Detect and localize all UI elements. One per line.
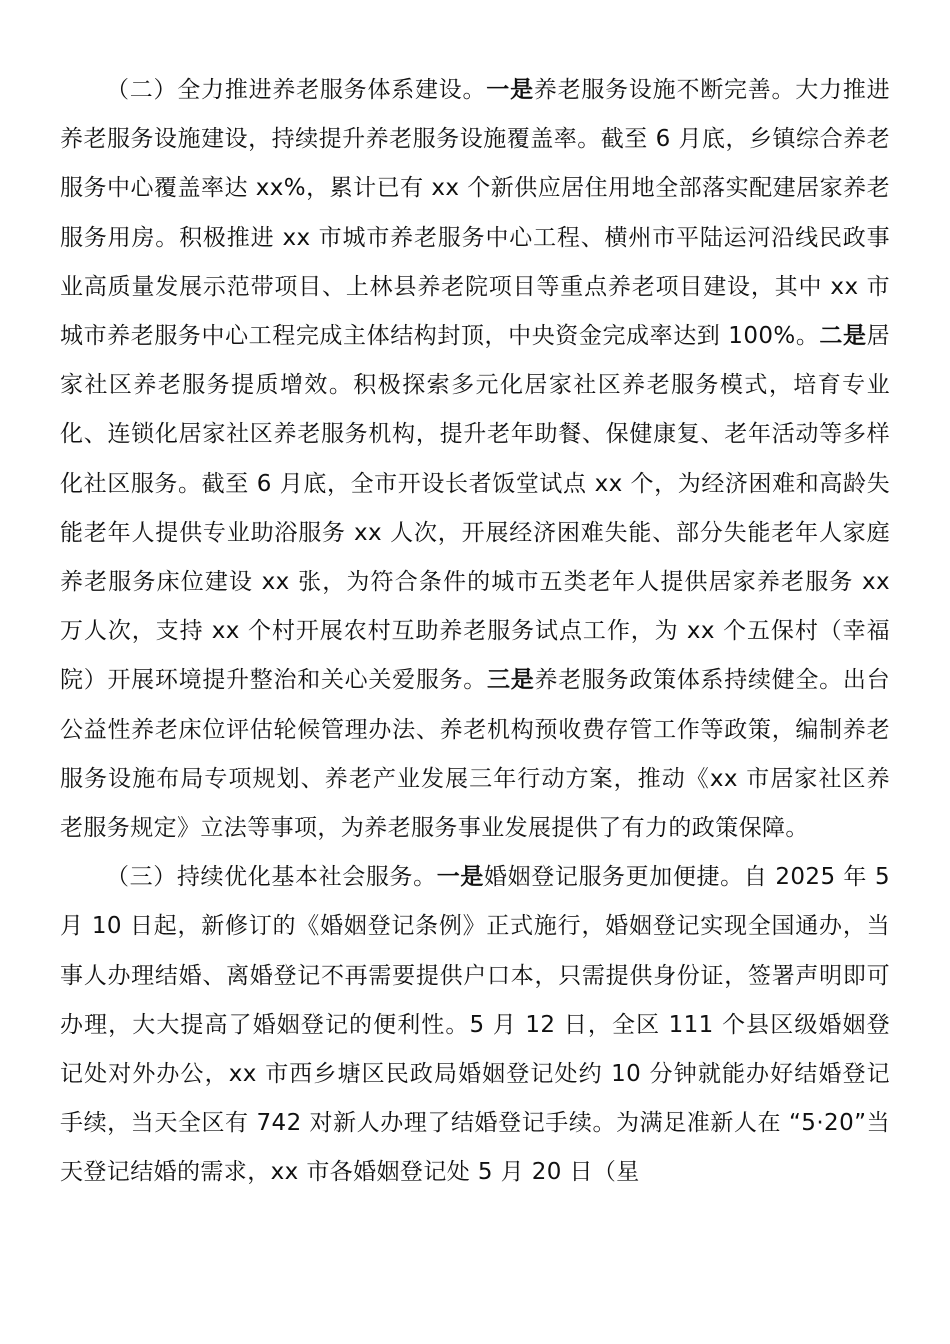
paragraph-basic-social-services [60,853,890,1197]
document-body [60,66,890,1198]
point-one-label: 一是 [486,77,534,103]
point-two-label: 二是 [819,323,867,350]
point-one-text: 养老服务设施不断完善。大力推进养老服务设施建设，持续提升养老服务设施覆盖率。截至 6 月底，乡镇综合养老服务中心覆盖率达 xx%，累计已有 xx 个新供应居住用地全部落实配建居家养老服务用房。积极推进 xx 市城市养老服务中心工程、横州市平陆运河沿线民政事业高质量发展示范带项目、上林县养老院项目等重点养老项目建设，其中 xx 市城市养老服务中心工程完成主体结构封顶，中央资金完成率达到 100%。 [60,77,890,350]
marriage-point-one-text: 婚姻登记服务更加便捷。自 2025 年 5 月 10 日起，新修订的《婚姻登记条例》正式施行，婚姻登记实现全国通办，当事人办理结婚、离婚登记不再需要提供户口本，只需提供身份证，签署声明即可办理，大大提高了婚姻登记的便利性。5 月 12 日，全区 111 个县区级婚姻登记处对外办公，xx 市西乡塘区民政局婚姻登记处约 10 分钟就能办好结婚登记手续，当天全区有 742 对新人办理了结婚登记手续。为满足准新人在 “5·20”当天登记结婚的需求，xx 市各婚姻登记处 5 月 20 日（星 [60,864,890,1186]
section-heading-three: （三）持续优化基本社会服务。 [106,864,437,891]
point-three-text: 养老服务政策体系持续健全。出台公益性养老床位评估轮候管理办法、养老机构预收费存管工作等政策，编制养老服务设施布局专项规划、养老产业发展三年行动方案，推动《xx 市居家社区养老服务规定》立法等事项，为养老服务事业发展提供了有力的政策保障。 [60,667,890,842]
point-three-label: 三是 [487,667,535,694]
marriage-point-one-label: 一是 [436,864,484,891]
section-heading-two: （二）全力推进养老服务体系建设。 [106,77,487,103]
paragraph-elderly-care-system [60,66,890,853]
point-two-text: 居家社区养老服务提质增效。积极探索多元化居家社区养老服务模式，培育专业化、连锁化居家社区养老服务机构，提升老年助餐、保健康复、老年活动等多样化社区服务。截至 6 月底，全市开设长者饭堂试点 xx 个，为经济困难和高龄失能老年人提供专业助浴服务 xx 人次，开展经济困难失能、部分失能老年人家庭养老服务床位建设 xx 张，为符合条件的城市五类老年人提供居家养老服务 xx 万人次，支持 xx 个村开展农村互助养老服务试点工作，为 xx 个五保村（幸福院）开展环境提升整治和关心关爱服务。 [60,323,890,694]
